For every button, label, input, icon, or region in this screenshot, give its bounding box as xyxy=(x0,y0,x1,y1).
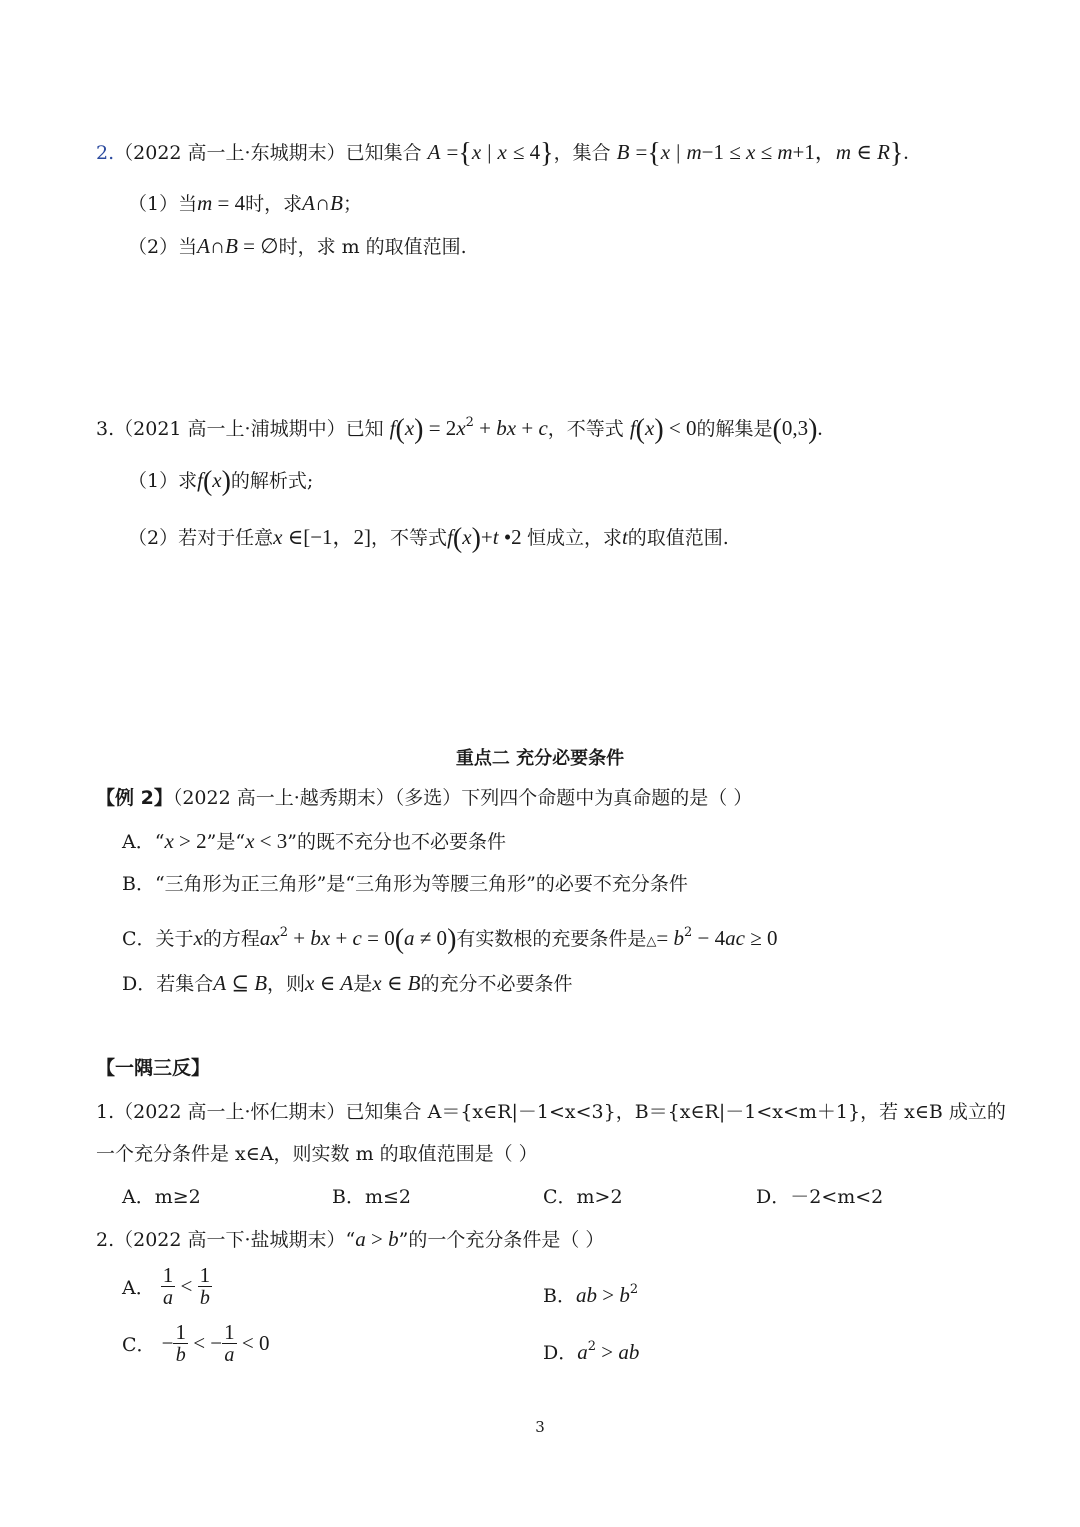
p2-stem: 2.（2022 高一下·盐城期末）“a > b”的一个充分条件是（ ） xyxy=(96,1227,605,1251)
set-B-def: B xyxy=(616,140,630,164)
p1-option-a: A．m≥2 xyxy=(122,1186,201,1208)
example2-stem: 【例 2】（2022 高一上·越秀期末）（多选）下列四个命题中为真命题的是（ ） xyxy=(96,787,753,809)
p1-line1: 1.（2022 高一上·怀仁期末）已知集合 A＝{x∈R|－1<x<3}，B＝{x∈R|－1<x<m＋1}，若 x∈B 成立的 xyxy=(96,1101,1006,1123)
q2-sub1: （1）当m = 4时，求A∩B； xyxy=(128,191,362,215)
p2-option-d: D．$a^2$ > ab xyxy=(543,1339,640,1364)
p1-option-d: D．－2<m<2 xyxy=(756,1186,884,1208)
example2-option-b: B．“三角形为正三角形”是“三角形为等腰三角形”的必要不充分条件 xyxy=(122,873,688,895)
practice-title: 【一隅三反】 xyxy=(96,1057,211,1079)
page-number: 3 xyxy=(535,1418,545,1436)
p2-option-c: C． − $\frac{1}{b}$ < − $\frac{1}{a}$ < 0 xyxy=(122,1320,270,1366)
q3-stem: 3.（2021 高一上·浦城期中）已知 $f(x) = 2x^2$ + bx + c，不等式 f(x) < 0的解集是(0,3). xyxy=(96,414,823,445)
q3-number: 3. xyxy=(96,418,115,440)
q2-number: 2. xyxy=(96,142,115,164)
q3-source: （2021 高一上·浦城期中） xyxy=(114,418,346,440)
p1-option-c: C．m>2 xyxy=(543,1186,623,1208)
q2-source: （2022 高一上·东城期末） xyxy=(114,142,346,164)
p1-option-b: B．m≤2 xyxy=(332,1186,411,1208)
q3-sub2: （2）若对于任意x ∈[−1，2]，不等式f(x)+t •2 恒成立，求t的取值范围. xyxy=(128,523,729,554)
q3-sub1: （1）求f(x)的解析式; xyxy=(128,466,314,497)
section-title: 重点二 充分必要条件 xyxy=(455,748,625,769)
p1-line2: 一个充分条件是 x∈A，则实数 m 的取值范围是（ ） xyxy=(96,1143,538,1165)
q2-stem: 2.（2022 高一上·东城期末）已知集合 A ={x | x ≤ 4}，集合 B ={x | m−1 ≤ x ≤ m+1，m ∈ R}. xyxy=(96,138,909,169)
example2-option-d: D．若集合A ⊆ B，则x ∈ A是x ∈ B的充分不必要条件 xyxy=(122,971,573,995)
p2-option-b: B．ab > $b^2$ xyxy=(543,1282,639,1307)
example2-label: 【例 2】 xyxy=(96,787,173,809)
example2-option-c: C．关于x的方程$ax^2$ + bx + c = 0(a ≠ 0)有实数根的充要条件是△= $b^2 - 4ac \ge 0$ xyxy=(122,924,778,955)
set-A-def: A xyxy=(427,140,441,164)
p2-option-a: A． $\frac{1}{a}$ < $\frac{1}{b}$ xyxy=(122,1263,211,1309)
q2-sub2: （2）当A∩B = ∅时，求 m 的取值范围. xyxy=(128,234,467,258)
example2-option-a: A．“x > 2”是“x < 3”的既不充分也不必要条件 xyxy=(122,829,506,853)
